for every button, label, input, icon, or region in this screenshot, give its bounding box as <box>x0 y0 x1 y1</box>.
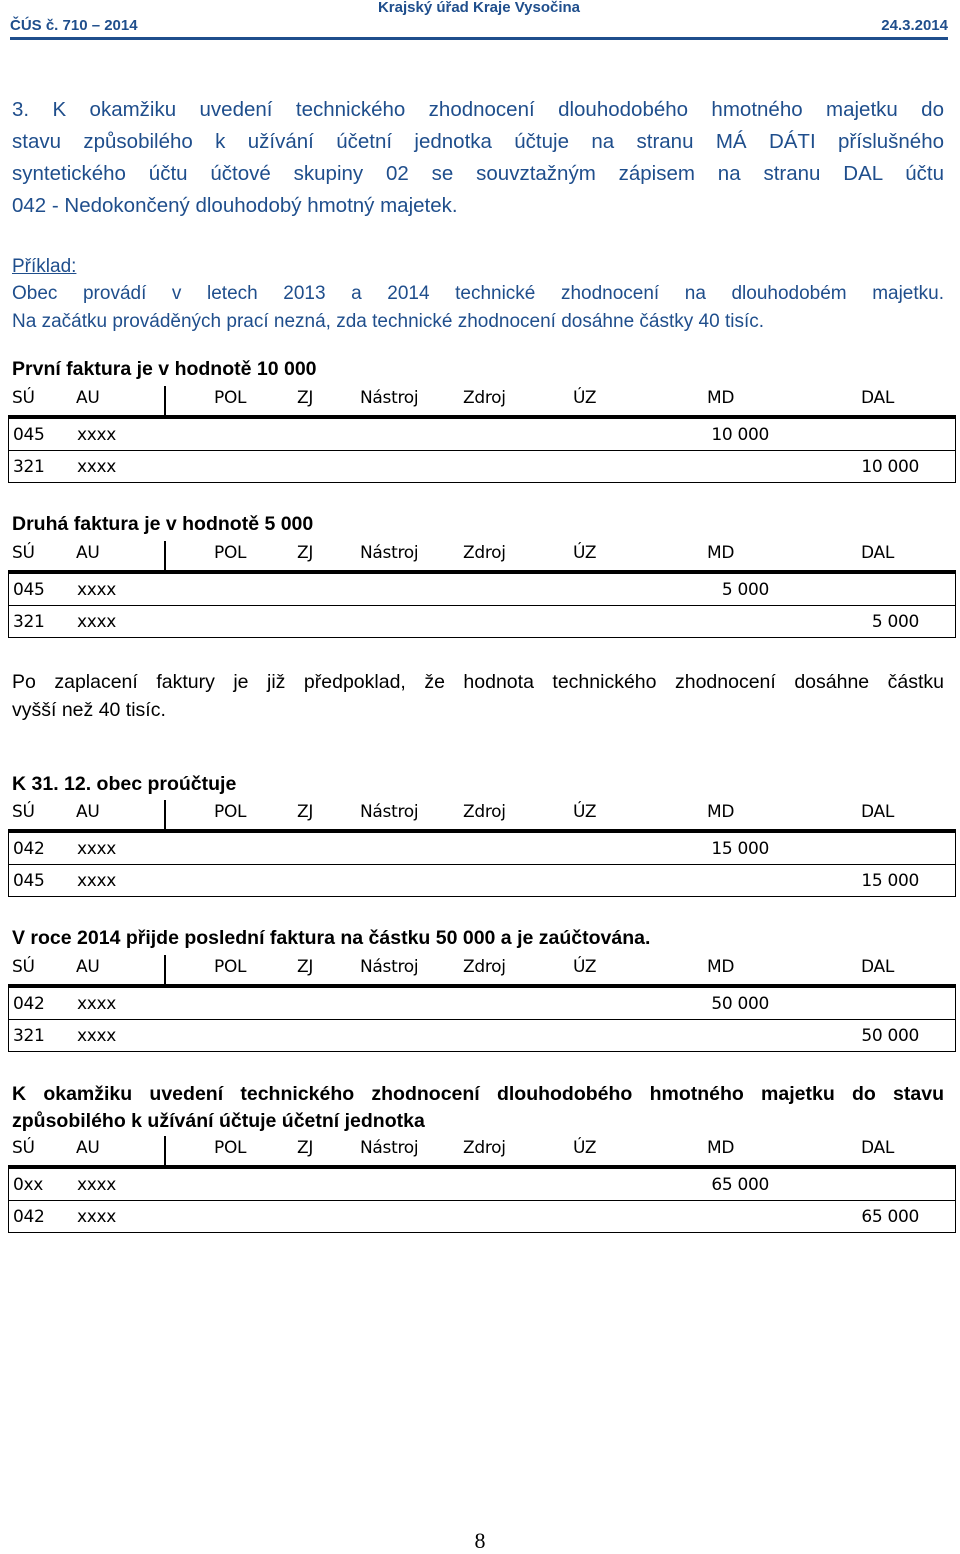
col-su: SÚ <box>12 1138 35 1158</box>
note-line: Po zaplacení faktury je již předpoklad, že hodnota technického zhodnocení dosáhne částku <box>12 671 944 693</box>
ledger-table <box>8 796 956 897</box>
table-row <box>9 419 955 451</box>
table-row <box>9 1020 955 1051</box>
cell-su: 045 <box>13 425 45 445</box>
col-uz: ÚZ <box>573 802 597 822</box>
col-dal: DAL <box>861 1138 894 1158</box>
example-line: Na začátku prováděných prací nezná, zda technické zhodnocení dosáhne částky 40 tisíc. <box>12 311 765 332</box>
cell-md: 15 000 <box>711 839 769 859</box>
cell-su: 321 <box>13 457 45 477</box>
ledger-header <box>8 951 956 988</box>
column-divider <box>164 800 166 829</box>
table-row <box>9 1201 955 1232</box>
column-divider <box>164 541 166 570</box>
cell-dal: 65 000 <box>861 1207 919 1227</box>
col-dal: DAL <box>861 388 894 408</box>
col-pol: POL <box>214 1138 247 1158</box>
section-title: K 31. 12. obec proúčtuje <box>12 773 237 795</box>
cell-su: 045 <box>13 580 45 600</box>
col-md: MD <box>707 1138 735 1158</box>
column-divider <box>164 386 166 415</box>
intro-line: syntetického účtu účtové skupiny 02 se souvztažným zápisem na stranu DAL účtu <box>12 162 944 185</box>
ledger-table <box>8 1132 956 1233</box>
ledger-rows <box>8 574 956 638</box>
cell-su: 321 <box>13 1026 45 1046</box>
ledger-rows <box>8 988 956 1052</box>
cell-dal: 15 000 <box>861 871 919 891</box>
col-zj: ZJ <box>297 957 314 977</box>
col-md: MD <box>707 957 735 977</box>
intro-line: 3. K okamžiku uvedení technického zhodnocení dlouhodobého hmotného majetku do <box>12 98 944 121</box>
cell-dal: 5 000 <box>871 612 919 632</box>
page-header <box>10 0 948 40</box>
col-zdroj: Zdroj <box>463 1138 506 1158</box>
ledger-header <box>8 796 956 833</box>
col-pol: POL <box>214 802 247 822</box>
cell-au: xxxx <box>77 1207 117 1227</box>
ledger-header <box>8 1132 956 1169</box>
col-au: AU <box>76 802 100 822</box>
cell-au: xxxx <box>77 994 117 1014</box>
cell-dal: 10 000 <box>861 457 919 477</box>
example-label: Příklad: <box>12 256 77 277</box>
cell-au: xxxx <box>77 580 117 600</box>
document-id: ČÚS č. 710 – 2014 <box>10 17 138 34</box>
table-row <box>9 865 955 896</box>
col-su: SÚ <box>12 802 35 822</box>
example-text <box>12 280 944 336</box>
intro-line: stavu způsobilého k užívání účetní jednotka účtuje na stranu MÁ DÁTI příslušného <box>12 130 944 153</box>
cell-su: 042 <box>13 994 45 1014</box>
cell-au: xxxx <box>77 457 117 477</box>
col-nastroj: Nástroj <box>360 802 419 822</box>
cell-su: 045 <box>13 871 45 891</box>
ledger-table <box>8 537 956 638</box>
col-zdroj: Zdroj <box>463 802 506 822</box>
cell-md: 65 000 <box>711 1175 769 1195</box>
cell-su: 042 <box>13 1207 45 1227</box>
cell-md: 50 000 <box>711 994 769 1014</box>
col-md: MD <box>707 388 735 408</box>
col-pol: POL <box>214 388 247 408</box>
col-nastroj: Nástroj <box>360 388 419 408</box>
col-zj: ZJ <box>297 388 314 408</box>
col-nastroj: Nástroj <box>360 957 419 977</box>
col-uz: ÚZ <box>573 1138 597 1158</box>
col-nastroj: Nástroj <box>360 1138 419 1158</box>
table-row <box>9 833 955 865</box>
table-row <box>9 1169 955 1201</box>
col-uz: ÚZ <box>573 388 597 408</box>
cell-au: xxxx <box>77 871 117 891</box>
note-paragraph <box>12 668 944 724</box>
col-pol: POL <box>214 543 247 563</box>
col-zdroj: Zdroj <box>463 957 506 977</box>
ledger-table <box>8 951 956 1052</box>
column-divider <box>164 955 166 984</box>
col-md: MD <box>707 802 735 822</box>
col-su: SÚ <box>12 543 35 563</box>
intro-paragraph <box>12 94 944 222</box>
col-au: AU <box>76 1138 100 1158</box>
cell-su: 0xx <box>13 1175 44 1195</box>
cell-au: xxxx <box>77 425 117 445</box>
page-number: 8 <box>474 1528 486 1553</box>
cell-dal: 50 000 <box>861 1026 919 1046</box>
cell-md: 10 000 <box>711 425 769 445</box>
cell-au: xxxx <box>77 839 117 859</box>
cell-au: xxxx <box>77 1026 117 1046</box>
cell-su: 042 <box>13 839 45 859</box>
col-dal: DAL <box>861 957 894 977</box>
column-divider <box>164 1136 166 1165</box>
col-au: AU <box>76 543 100 563</box>
col-au: AU <box>76 388 100 408</box>
header-rule <box>10 37 948 40</box>
col-pol: POL <box>214 957 247 977</box>
col-zj: ZJ <box>297 543 314 563</box>
section-title: První faktura je v hodnotě 10 000 <box>12 358 317 380</box>
cell-md: 5 000 <box>721 580 769 600</box>
col-nastroj: Nástroj <box>360 543 419 563</box>
col-dal: DAL <box>861 802 894 822</box>
issuer-name: Krajský úřad Kraje Vysočina <box>377 0 581 16</box>
col-au: AU <box>76 957 100 977</box>
ledger-header <box>8 537 956 574</box>
table-row <box>9 574 955 606</box>
col-uz: ÚZ <box>573 543 597 563</box>
table-row <box>9 606 955 637</box>
ledger-header <box>8 382 956 419</box>
section-title: Druhá faktura je v hodnotě 5 000 <box>12 513 314 535</box>
cell-au: xxxx <box>77 612 117 632</box>
section-title: V roce 2014 přijde poslední faktura na částku 50 000 a je zaúčtována. <box>12 927 651 949</box>
col-uz: ÚZ <box>573 957 597 977</box>
document-date: 24.3.2014 <box>881 17 948 34</box>
ledger-rows <box>8 1169 956 1233</box>
col-zdroj: Zdroj <box>463 388 506 408</box>
cell-su: 321 <box>13 612 45 632</box>
table-row <box>9 451 955 482</box>
col-md: MD <box>707 543 735 563</box>
section-title: K okamžiku uvedení technického zhodnocení dlouhodobého hmotného majetku do stavu způsobilého k užívání účtuje účetní jednotka <box>12 1083 944 1132</box>
ledger-rows <box>8 419 956 483</box>
ledger-table <box>8 382 956 483</box>
col-dal: DAL <box>861 543 894 563</box>
col-su: SÚ <box>12 388 35 408</box>
col-su: SÚ <box>12 957 35 977</box>
col-zdroj: Zdroj <box>463 543 506 563</box>
table-row <box>9 988 955 1020</box>
col-zj: ZJ <box>297 1138 314 1158</box>
col-zj: ZJ <box>297 802 314 822</box>
cell-au: xxxx <box>77 1175 117 1195</box>
intro-line: 042 - Nedokončený dlouhodobý hmotný majetek. <box>12 194 458 217</box>
example-line: Obec provádí v letech 2013 a 2014 technické zhodnocení na dlouhodobém majetku. <box>12 283 944 304</box>
note-line: vyšší než 40 tisíc. <box>12 699 166 721</box>
ledger-rows <box>8 833 956 897</box>
